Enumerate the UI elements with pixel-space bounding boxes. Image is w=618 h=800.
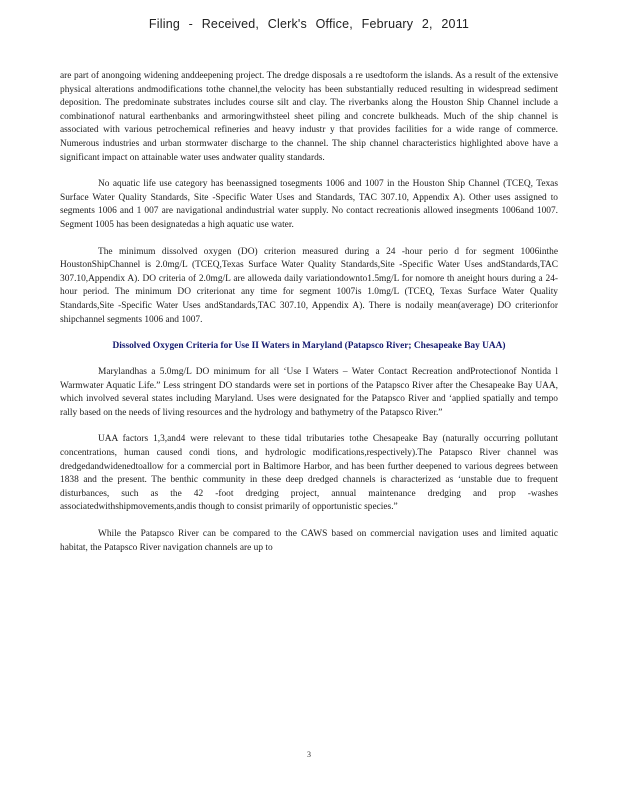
paragraph-uaa-factors: UAA factors 1,3,and4 were relevant to these tidal tributaries tothe Chesapeake Bay (naturally occurring pollutant concentrations, human caused condi tions, and hydrologic modifications,respectively).The Patapsco River channel was dredgedandwidenedtoallow for a commercial port in Baltimore Harbor, and has been further deepened to various degrees between 1838 and the present. The benthic community in these deep dredged channels is characterized as ‘unstable due to frequent disturbances, such as the 42 -foot dredging project, annual maintenance dredging and prop -washes associatedwithshipmovements,andis though to consist primarily of opportunistic species.”	[60, 434, 558, 513]
paragraph-patapsco-comparison: While the Patapsco River can be compared to the CAWS based on commercial navigation uses and limited aquatic habitat, the Patapsco River navigation channels are up to	[60, 529, 558, 553]
paragraph-do-criterion: The minimum dissolved oxygen (DO) criterion measured during a 24 -hour perio d for segment 1006inthe HoustonShipChannel is 2.0mg/L (TCEQ,Texas Surface Water Quality Standards,Site -Specific Water Uses andStandards,TAC 307.10,Appendix A). DO criteria of 2.0mg/L are alloweda daily variationdownto1.5mg/L for nomore th aneight hours during a 24-hour period. The minimum DO criterionat any time for segment 1007is 1.0mg/L (TCEQ, Texas Surface Water Quality Standards,Site -Specific Water Uses andStandards,TAC 307.10, Appendix A). There is nodaily mean(average) DO criterionfor shipchannel segments 1006 and 1007.	[60, 246, 558, 325]
paragraph-continuation: are part of anongoing widening anddeepening project. The dredge disposals a re usedtoform the islands. As a result of the extensive physical alterations andmodifications tothe channel,the velocity has been substantially reduced resulting in widespread sediment deposition. The predominate substrates includes course silt and clay. The riverbanks along the Houston Ship Channel include a combinationof natural earthenbanks and armoringwithsteel sheet piling and concrete bulkheads. Much of the ship channel is associated with various petrochemical refineries and heavy industr y that provides facilities for a wide range of commerce. Numerous industries and urban stormwater discharge to the channel. The ship channel characteristics highlighted above have a significant impact on attainable water uses andwater quality standards.	[60, 71, 558, 163]
paragraph-maryland: Marylandhas a 5.0mg/L DO minimum for all ‘Use I Waters – Water Contact Recreation andProtectionof Nontida l Warmwater Aquatic Life.” Less stringent DO standards were set in portions of the Patapsco River after the Chesapeake Bay UAA, which involved several states including Maryland. Uses were designated for the Patapsco River and ‘applied spatially and tempo rally based on the needs of living resources and the hydrology and bathymetry of the Patapsco River.”	[60, 367, 558, 418]
paragraph-aquatic-use: No aquatic life use category has beenassigned tosegments 1006 and 1007 in the Houston Ship Channel (TCEQ, Texas Surface Water Quality Standards, Site -Specific Water Uses and Standards, TAC 307.10, Appendix A). Other uses assigned to segments 1006 and 1 007 are navigational andindustrial water supply. No contact recreationis allowed insegments 1006and 1007. Segment 1005 has been designatedas a high aquatic use water.	[60, 179, 558, 230]
document-body	[60, 70, 558, 568]
page-number: 3	[307, 750, 311, 759]
section-heading: Dissolved Oxygen Criteria for Use II Waters in Maryland (Patapsco River; Chesapeake Bay UAA)	[112, 341, 506, 352]
filing-header: Filing - Received, Clerk's Office, February 2, 2011	[148, 17, 470, 31]
